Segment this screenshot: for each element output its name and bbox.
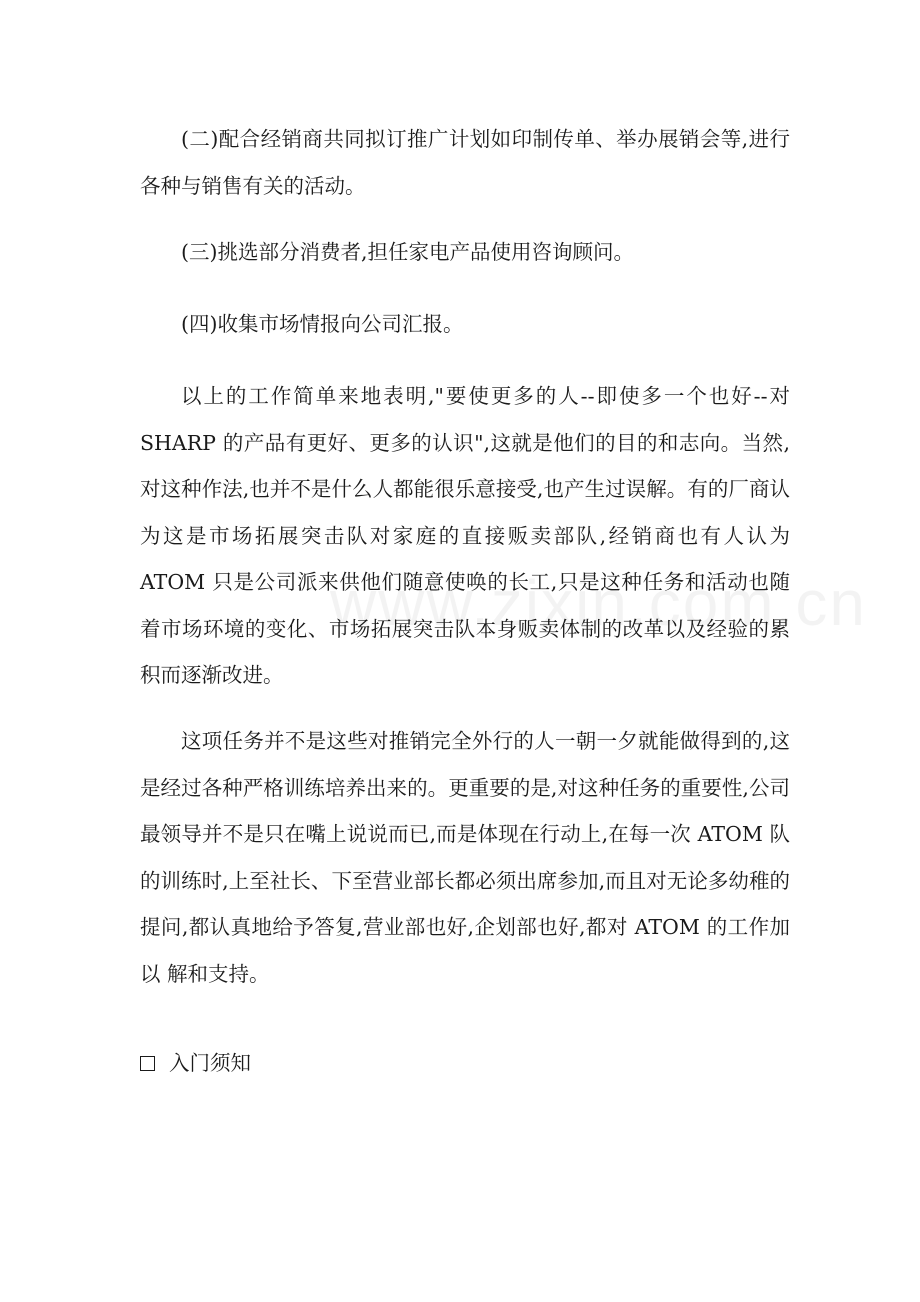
paragraph-3: (四)收集市场情报向公司汇报。 [181,312,464,336]
section-heading: 入门须知 [169,1051,251,1075]
paragraph-2: (三)挑选部分消费者,担任家电产品使用咨询顾问。 [181,240,635,264]
section-heading-row [140,1040,540,1087]
paragraph-4: 以上的工作简单来地表明,"要使更多的人--即使多一个也好--对 SHARP 的产品有更好、更多的认识",这就是他们的目的和志向。当然,对这种作法,也并不是什么人都能很乐意接受,也产生过误解。有的厂商认为这是市场拓展突击队对家庭的直接贩卖部队,经销商也有人认为 ATOM 只是公司派来供他们随意使唤的长工,只是这种任务和活动也随着市场环境的变化、市场拓展突击队本身贩卖体制的改革以及经验的累积而逐渐改进。 [140,384,797,687]
paragraph-5: 这项任务并不是这些对推销完全外行的人一朝一夕就能做得到的,这是经过各种严格训练培养出来的。更重要的是,对这种任务的重要性,公司最领导并不是只在嘴上说说而已,而是体现在行动上,在每一次 ATOM 队的训练时,上至社长、下至营业部长都必须出席参加,而且对无论多幼稚的提问,都认真地给予答复,营业部也好,企划部也好,都对 ATOM 的工作加以 解和支持。 [140,729,790,986]
checkbox-empty-icon [140,1056,155,1071]
paragraph-1: (二)配合经销商共同拟订推广计划如印制传单、举办展销会等,进行各种与销售有关的活动。 [140,127,790,198]
